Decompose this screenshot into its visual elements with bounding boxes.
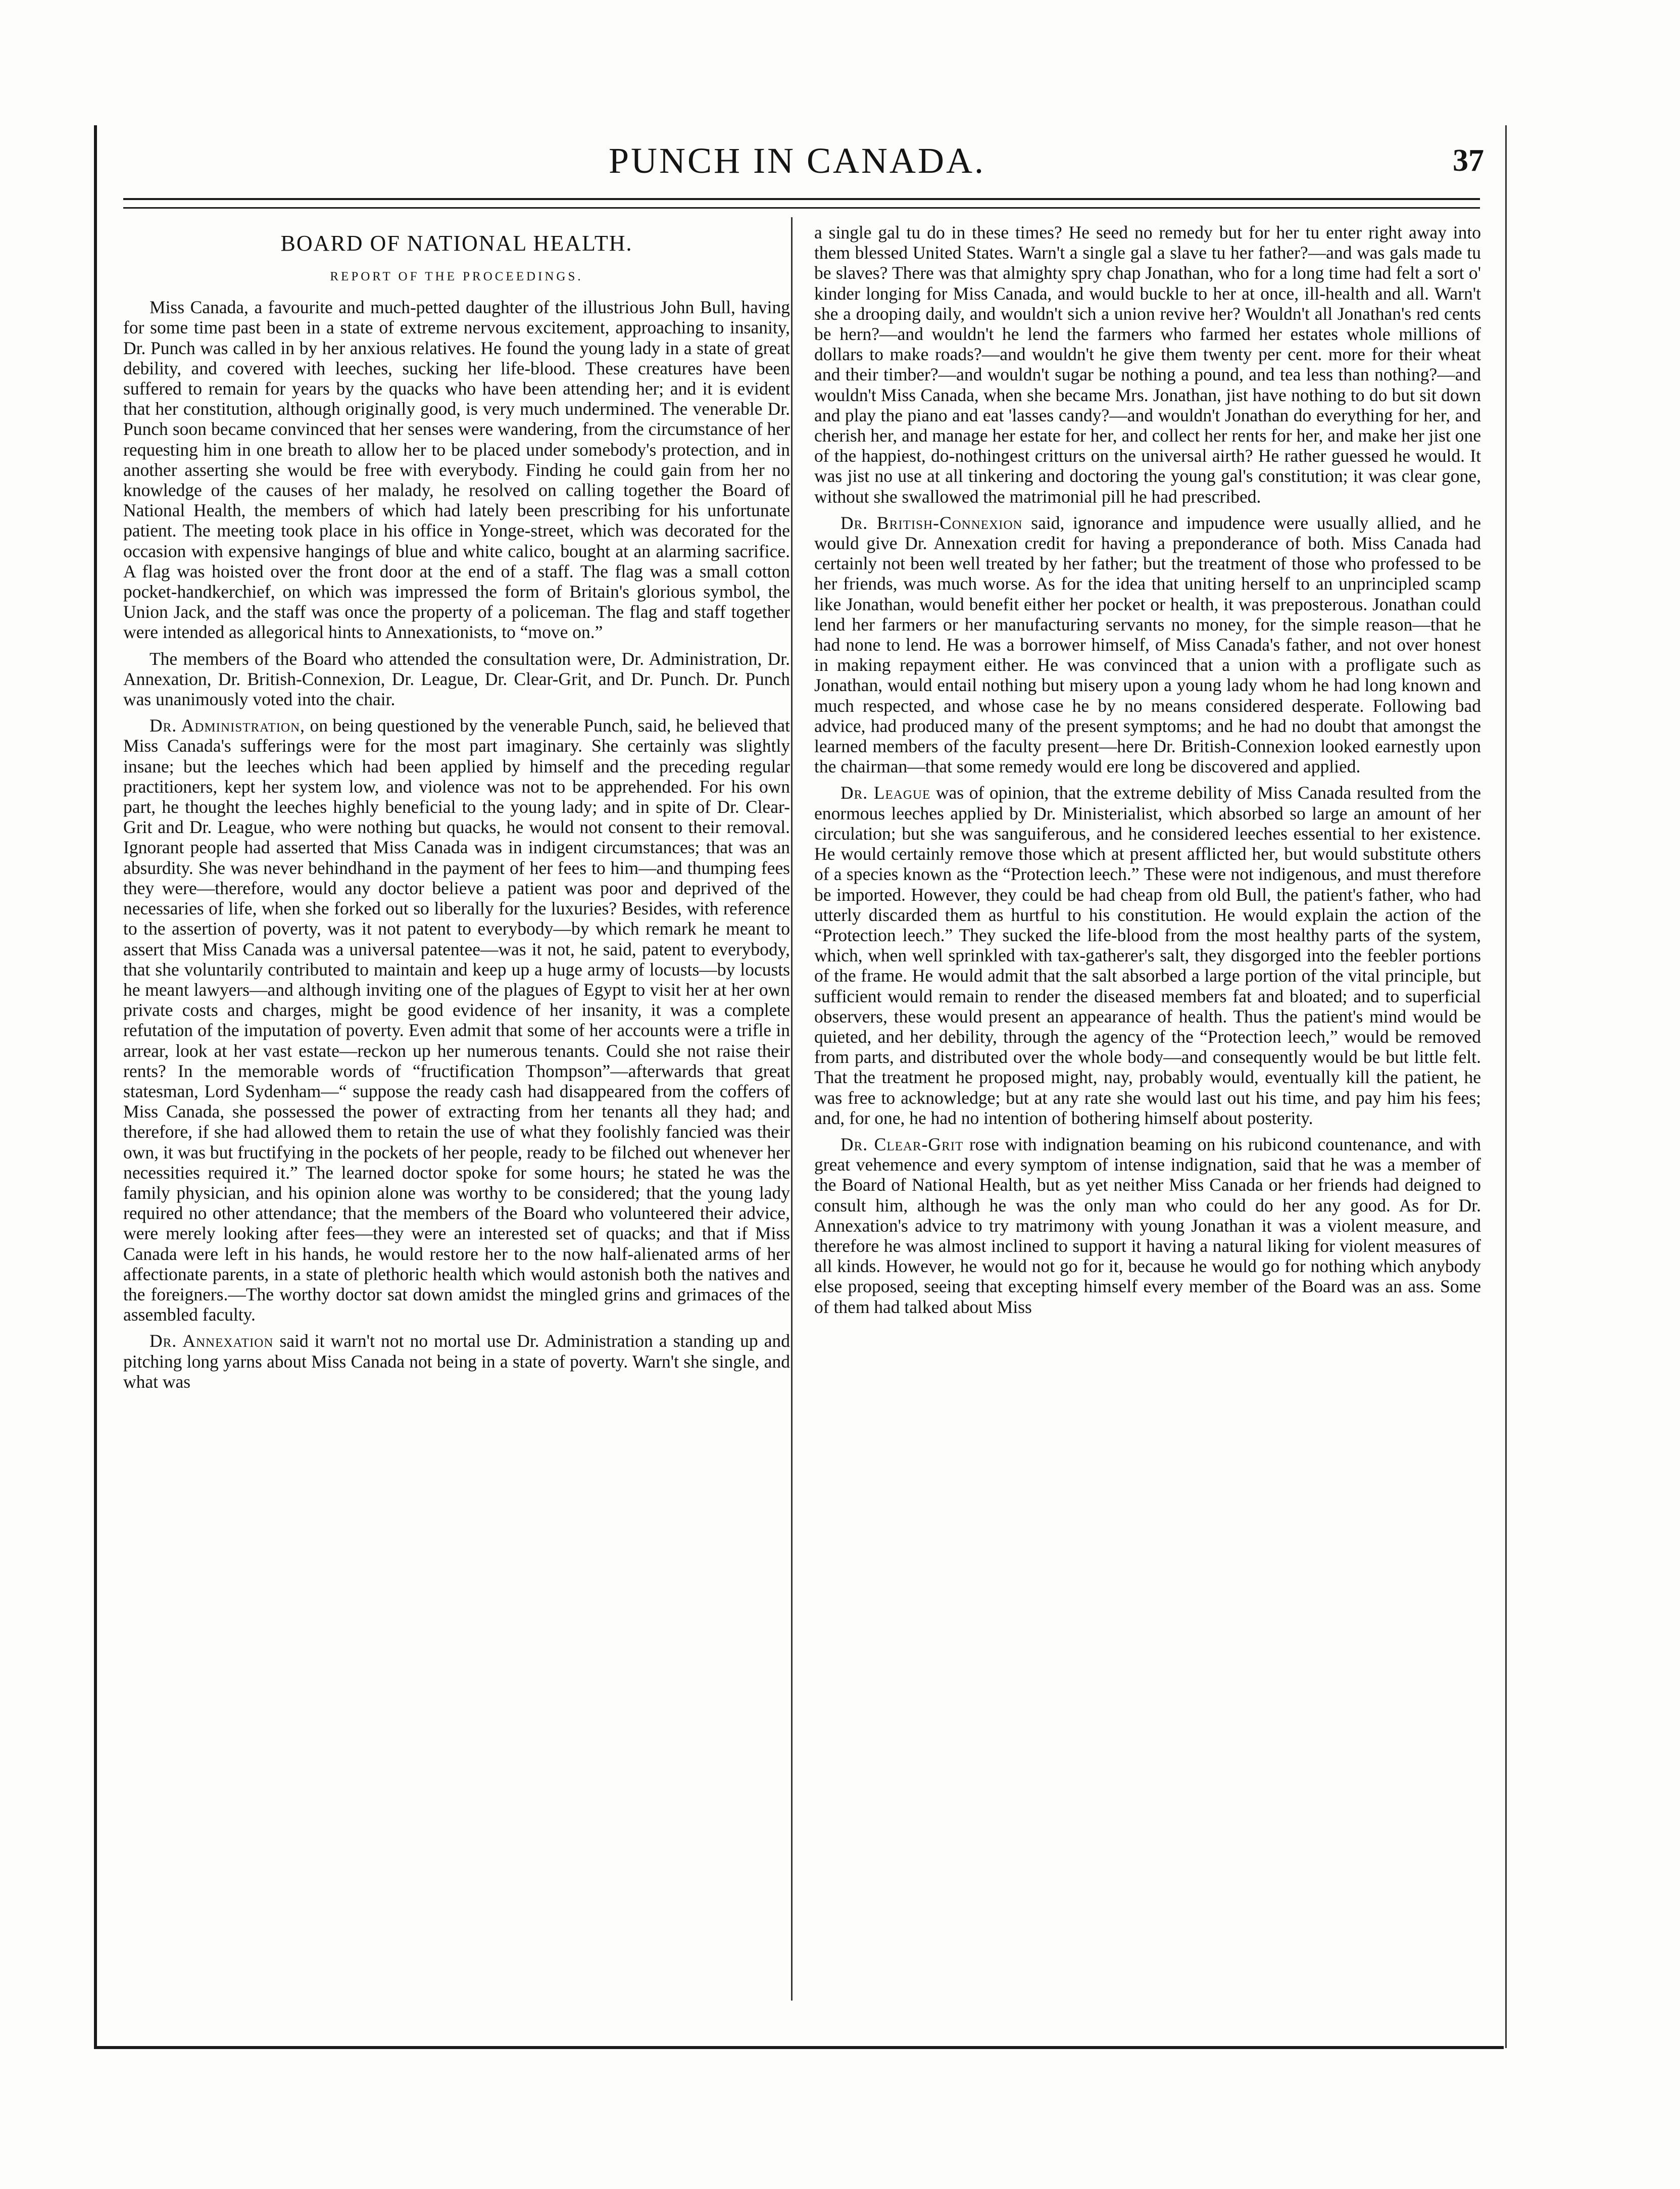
paragraph-members: The members of the Board who attended the consultation were, Dr. Administration, Dr. Annexation, Dr. British-Connexion, Dr. League, Dr. Clear-Grit, and Dr. Punch. Dr. Punch was unanimously voted into the chair.	[123, 648, 790, 710]
speech-administration: on being questioned by the venerable Punch, said, he believed that Miss Canada's sufferings were for the most part imaginary. She certainly was slightly insane; but the leeches which had been applied by himself and the preceding regular practitioners, kept her system low, and violence was not to be apprehended. For his own part, he thought the leeches highly beneficial to the young lady; and in spite of Dr. Clear-Grit and Dr. League, who were nothing but quacks, he would not consent to their removal. Ignorant people had asserted that Miss Canada was in indigent circumstances; that was an absurdity. She was never behindhand in the payment of her fees to him—and thumping fees they were—therefore, would any doctor believe a patient was poor and deprived of the necessaries of life, when she forked out so liberally for the luxuries? Besides, with reference to the assertion of poverty, was it not patent to everybody—by which remark he meant to assert that Miss Canada was a universal patentee—was it not, he said, patent to everybody, that she voluntarily contributed to maintain and keep up a huge army of locusts—by locusts he meant lawyers—and although inviting one of the plagues of Egypt to visit her at her own private costs and charges, might be good evidence of her insanity, it was a complete refutation of the imputation of poverty. Even admit that some of her accounts were a trifle in arrear, look at her vast estate—reckon up her numerous tenants. Could she not raise their rents? In the memorable words of “fructification Thompson”—afterwards that great statesman, Lord Sydenham—“ suppose the ready cash had disappeared from the coffers of Miss Canada, she possessed the power of extracting from her tenants all they had; and therefore, if she had allowed them to retain the use of what they foolishly fancied was their own, it was but fructifying in the pockets of her people, ready to be filched out whenever her necessities required it.” The learned doctor spoke for some hours; he stated he was the family physician, and his opinion alone was worthy to be considered; that the young lady required no other attendance; that the members of the Board who volunteered their advice, were merely looking after fees—they were an interested set of quacks; and that if Miss Canada were left in his hands, he would restore her to the now half-alienated arms of her affectionate parents, in a state of plethoric health which would astonish both the natives and the foreigners.—The worthy doctor sat down amidst the mingled grins and grimaces of the assembled faculty.	[123, 715, 790, 1325]
speech-annexation: said it warn't not no mortal use Dr. Administration a standing up and pitching long yarns about Miss Canada not being in a state of poverty. Warn't she single, and what was	[123, 1331, 790, 1392]
speech-league: was of opinion, that the extreme debility of Miss Canada resulted from the enormous leeches applied by Dr. Ministerialist, which absorbed so large an amount of her circulation; but she was sanguiferous, and he considered leeches essential to her existence. He would certainly remove those which at present afflicted her, but would substitute others of a species known as the “Protection leech.” These were not indigenous, and must therefore be imported. However, they could be had cheap from old Bull, the patient's father, who had utterly discarded them as hurtful to his constitution. He would explain the action of the “Protection leech.” They sucked the life-blood from the most healthy parts of the system, which, when well sprinkled with tax-gatherer's salt, they disgorged into the feebler portions of the frame. He would admit that the salt absorbed a large portion of the vital principle, but sufficient would remain to render the diseased members fat and bloated; and to superficial observers, these would present an appearance of health. Thus the patient's mind would be quieted, and her debility, through the agency of the “Protection leech,” would be removed from parts, and distributed over the whole body—and consequently would be but little felt. That the treatment he proposed might, nay, probably would, eventually kill the patient, he was free to acknowledge; but at any rate she would last out his time, and pay him his fees; and, for one, he had no intention of bothering himself about posterity.	[814, 783, 1481, 1128]
paragraph-annexation	[123, 1331, 790, 1392]
speaker-league: Dr. League	[841, 783, 931, 803]
paragraph-annexation-continued: a single gal tu do in these times? He seed no remedy but for her tu enter right away into them blessed United States. Warn't a single gal a slave tu her father?—and was gals made tu be slaves? There was that almighty spry chap Jonathan, who for a long time had felt a sort o' kinder longing for Miss Canada, and would buckle to her at once, ill-health and all. Warn't she a drooping daily, and wouldn't sich a union revive her? Wouldn't all Jonathan's red cents be hern?—and wouldn't he lend the farmers who farmed her estates whole millions of dollars to make roads?—and wouldn't he give them twenty per cent. more for their wheat and their timber?—and wouldn't sugar be nothing a pound, and tea less than nothing?—and wouldn't Miss Canada, when she became Mrs. Jonathan, jist have nothing to do but sit down and play the piano and eat 'lasses candy?—and wouldn't Jonathan do everything for her, and cherish her, and manage her estate for her, and collect her rents for her, and make her jist one of the happiest, do-nothingest critturs on the universal airth? He rather guessed he would. It was jist no use at all tinkering and doctoring the young gal's constitution; it was clear gone, without she swallowed the matrimonial pill he had prescribed.	[814, 222, 1481, 507]
header-double-rule	[123, 198, 1480, 209]
paragraph-administration	[123, 715, 790, 1325]
article-title: BOARD OF NATIONAL HEALTH.	[280, 231, 633, 256]
running-title: PUNCH IN CANADA.	[608, 140, 986, 181]
speech-british-connexion: said, ignorance and impudence were usually allied, and he would give Dr. Annexation credit for having a preponderance of both. Miss Canada had certainly not been well treated by her father; but the treatment of those who professed to be her friends, was much worse. As for the idea that uniting herself to an unprincipled scamp like Jonathan, would benefit either her pocket or health, it was preposterous. Jonathan could lend her farmers or her manufacturing servants no money, for the simple reason—that he had none to lend. He was a borrower himself, of Miss Canada's father, and not over honest in making repayment either. He was convinced that a union with a profligate such as Jonathan, would entail nothing but misery upon a young lady whom he had long known and much respected, and whose case he by no means considered desperate. Following bad advice, had produced many of the present symptoms; and he had no doubt that amongst the learned members of the faculty present—here Dr. British-Connexion looked earnestly upon the chairman—that some remedy would ere long be discovered and applied.	[814, 512, 1481, 777]
paragraph-clear-grit	[814, 1134, 1481, 1317]
paragraph-intro: Miss Canada, a favourite and much-petted daughter of the illustrious John Bull, having for some time past been in a state of extreme nervous excitement, approaching to insanity, Dr. Punch was called in by her anxious relatives. He found the young lady in a state of great debility, and covered with leeches, sucking her life-blood. These creatures have been suffered to remain for years by the quacks who have been attending her; and it is evident that her constitution, although originally good, is very much undermined. The venerable Dr. Punch soon became convinced that her senses were wandering, from the circumstance of her requesting him in one breath to allow her to be placed under somebody's protection, and in another asserting she would be free with everybody. Finding he could gain from her no knowledge of the causes of her malady, he resolved on calling together the Board of National Health, the members of which had lately been prescribing for his unfortunate patient. The meeting took place in his office in Yonge-street, which was decorated for the occasion with expensive hangings of blue and white calico, bought at an alarming sacrifice. A flag was hoisted over the front door at the end of a staff. The flag was a small cotton pocket-handkerchief, on which was impressed the form of Britain's glorious symbol, the Union Jack, and the staff was once the property of a policeman. The flag and staff together were intended as allegorical hints to Annexationists, to “move on.”	[123, 297, 790, 643]
speaker-annexation: Dr. Annexation	[150, 1331, 274, 1351]
speaker-british-connexion: Dr. British-Connexion	[841, 512, 1023, 533]
column-divider	[791, 217, 793, 2001]
page-number: 37	[1453, 143, 1484, 178]
speech-clear-grit: rose with indignation beaming on his rubicond countenance, and with great vehemence and every symptom of intense indignation, said that he was a member of the Board of National Health, but as yet neither Miss Canada or her friends had deigned to consult him, although he was the only man who could do her any good. As for Dr. Annexation's advice to try matrimony with young Jonathan it was a violent measure, and therefore he was almost inclined to support it having a natural liking for violent measures of all kinds. However, he would not go for it, because he would go for nothing which anybody else proposed, seeing that excepting himself every member of the Board was an ass. Some of them had talked about Miss	[814, 1134, 1481, 1317]
speaker-clear-grit: Dr. Clear-Grit	[841, 1134, 964, 1154]
paragraph-british-connexion	[814, 513, 1481, 777]
left-column	[123, 222, 790, 1398]
paragraph-league	[814, 783, 1481, 1128]
bottom-rule	[94, 2046, 1504, 2049]
speaker-administration: Dr. Administration,	[150, 715, 306, 736]
article-subtitle: REPORT OF THE PROCEEDINGS.	[330, 270, 583, 283]
page-header	[100, 135, 1494, 186]
right-column	[814, 222, 1481, 1323]
